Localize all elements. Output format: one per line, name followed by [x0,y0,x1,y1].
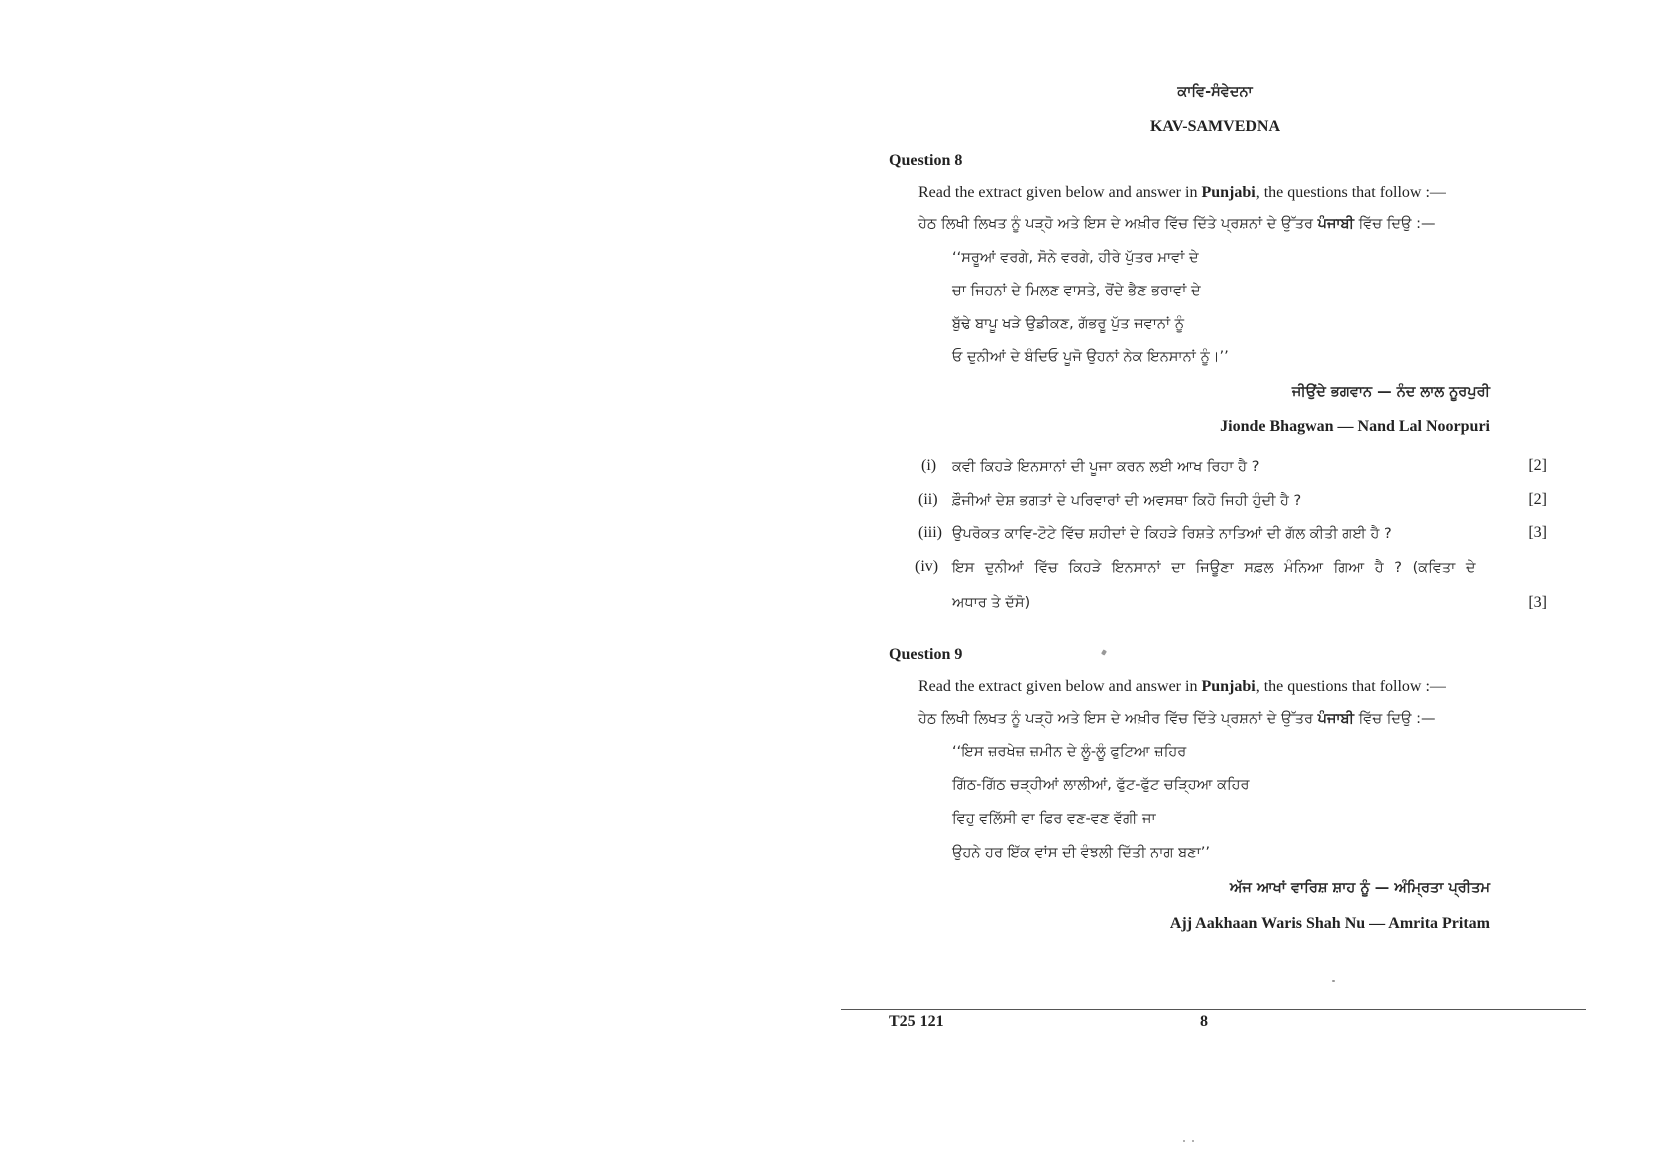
q9-poem-line: ਗਿੱਠ-ਗਿੱਠ ਚੜ੍ਹੀਆਂ ਲਾਲੀਆਂ, ਫੁੱਟ-ਫੁੱਟ ਚੜ੍ਹਿਆ ਕਹਿਰ [952,777,1250,793]
q9-instruction-punjabi: ਹੇਠ ਲਿਖੀ ਲਿਖਤ ਨੂੰ ਪੜ੍ਹੋ ਅਤੇ ਇਸ ਦੇ ਅਖ਼ੀਰ ਵਿੱਚ ਦਿੱਤੇ ਪ੍ਰਸ਼ਨਾਂ ਦੇ ਉੱਤਰ ਪੰਜਾਬੀ ਵਿੱਚ ਦਿਉ :— [918,711,1436,727]
q8-poem-line: ਬੁੱਢੇ ਬਾਪੂ ਖੜੇ ਉਡੀਕਣ, ਗੱਭਰੂ ਪੁੱਤ ਜਵਾਨਾਂ ਨੂੰ [952,316,1185,332]
q9-poem-line: ‘‘ਇਸ ਜ਼ਰਖੇਜ਼ ਜ਼ਮੀਨ ਦੇ ਲੂੰ-ਲੂੰ ਫੁਟਿਆ ਜ਼ਹਿਰ [952,744,1187,760]
q8-subq-text: ਇਸ ਦੁਨੀਆਂ ਵਿੱਚ ਕਿਹੜੇ ਇਨਸਾਨਾਂ ਦਾ ਜਿਊਣਾ ਸਫ਼ਲ ਮੰਨਿਆ ਗਿਆ ਹੈ ? (ਕਵਿਤਾ ਦੇ [952,560,1476,576]
q9-source-punjabi: ਅੱਜ ਆਖਾਂ ਵਾਰਿਸ਼ ਸ਼ਾਹ ਨੂੰ — ਅੰਮ੍ਰਿਤਾ ਪ੍ਰੀਤਮ [1229,880,1490,896]
q8-subq-marks: [2] [1528,491,1547,508]
q8-subq-text: ਉਪਰੋਕਤ ਕਾਵਿ-ਟੋਟੇ ਵਿੱਚ ਸ਼ਹੀਦਾਂ ਦੇ ਕਿਹੜੇ ਰਿਸ਼ਤੇ ਨਾਤਿਆਂ ਦੀ ਗੱਲ ਕੀਤੀ ਗਈ ਹੈ ? [952,526,1392,542]
q9-instruction-english: Read the extract given below and answer in Punjabi, the questions that follow :— [918,678,1446,695]
q9-poem-line: ਉਹਨੇ ਹਰ ਇੱਕ ਵਾਂਸ ਦੀ ਵੰਝਲੀ ਦਿੱਤੀ ਨਾਗ ਬਣਾ’’ [952,845,1210,861]
q8-subq-number: (iv) [915,558,939,575]
q8-subq-number: (i) [921,457,937,474]
q8-poem-line: ਓ ਦੁਨੀਆਂ ਦੇ ਬੰਦਿਓ ਪੂਜੋ ਉਹਨਾਂ ਨੇਕ ਇਨਸਾਨਾਂ ਨੂੰ।’’ [952,349,1229,365]
q8-subq-number: (iii) [918,524,942,541]
q8-subq-marks: [3] [1528,524,1547,541]
q9-poem-line: ਵਿਹੁ ਵਲਿੱਸੀ ਵਾ ਫਿਰ ਵਣ-ਵਣ ਵੱਗੀ ਜਾ [952,811,1156,827]
q8-instruction-punjabi: ਹੇਠ ਲਿਖੀ ਲਿਖਤ ਨੂੰ ਪੜ੍ਹੋ ਅਤੇ ਇਸ ਦੇ ਅਖ਼ੀਰ ਵਿੱਚ ਦਿੱਤੇ ਪ੍ਰਸ਼ਨਾਂ ਦੇ ਉੱਤਰ ਪੰਜਾਬੀ ਵਿੱਚ ਦਿਉ :— [918,216,1436,232]
q8-subq-marks: [3] [1528,594,1547,611]
q9-source-english: Ajj Aakhaan Waris Shah Nu — Amrita Pritam [1169,915,1490,932]
footer-page-number: 8 [1200,1013,1208,1030]
question-9-label: Question 9 [889,646,963,663]
q8-source-english: Jionde Bhagwan — Nand Lal Noorpuri [1220,418,1490,435]
q8-poem-line: ‘‘ਸਰੂਆਂ ਵਰਗੇ, ਸੋਨੇ ਵਰਗੇ, ਹੀਰੇ ਪੁੱਤਰ ਮਾਵਾਂ ਦੇ [952,250,1199,266]
section-title-punjabi: ਕਾਵਿ-ਸੰਵੇਦਨਾ [1177,84,1253,100]
q8-subq-text: ਕਵੀ ਕਿਹੜੇ ਇਨਸਾਨਾਂ ਦੀ ਪੂਜਾ ਕਰਨ ਲਈ ਆਖ ਰਿਹਾ ਹੈ ? [952,459,1260,475]
q8-poem-line: ਚਾ ਜਿਹਨਾਂ ਦੇ ਮਿਲਣ ਵਾਸਤੇ, ਰੋਂਦੇ ਭੈਣ ਭਰਾਵਾਂ ਦੇ [952,283,1201,299]
q8-source-punjabi: ਜੀਉਂਦੇ ਭਗਵਾਨ — ਨੰਦ ਲਾਲ ਨੂਰਪੁਰੀ [1291,384,1490,400]
scan-speck [1101,649,1107,655]
scan-speck [1192,1140,1194,1142]
scan-speck [1183,1140,1185,1142]
q8-instruction-english: Read the extract given below and answer in Punjabi, the questions that follow :— [918,184,1446,201]
section-title-english: KAV-SAMVEDNA [1149,118,1281,135]
footer-paper-code: T25 121 [889,1013,944,1030]
q8-subq-number: (ii) [918,491,938,508]
footer-rule [841,1009,1586,1010]
q8-subq-text: ਫ਼ੌਜੀਆਂ ਦੇਸ਼ ਭਗਤਾਂ ਦੇ ਪਰਿਵਾਰਾਂ ਦੀ ਅਵਸਥਾ ਕਿਹੋ ਜਿਹੀ ਹੁੰਦੀ ਹੈ ? [952,493,1302,509]
scan-speck [1332,980,1335,982]
question-8-label: Question 8 [889,152,963,169]
q8-subq-marks: [2] [1528,457,1547,474]
q8-subq-text-continued: ਅਧਾਰ ਤੇ ਦੱਸੋ) [952,595,1031,611]
